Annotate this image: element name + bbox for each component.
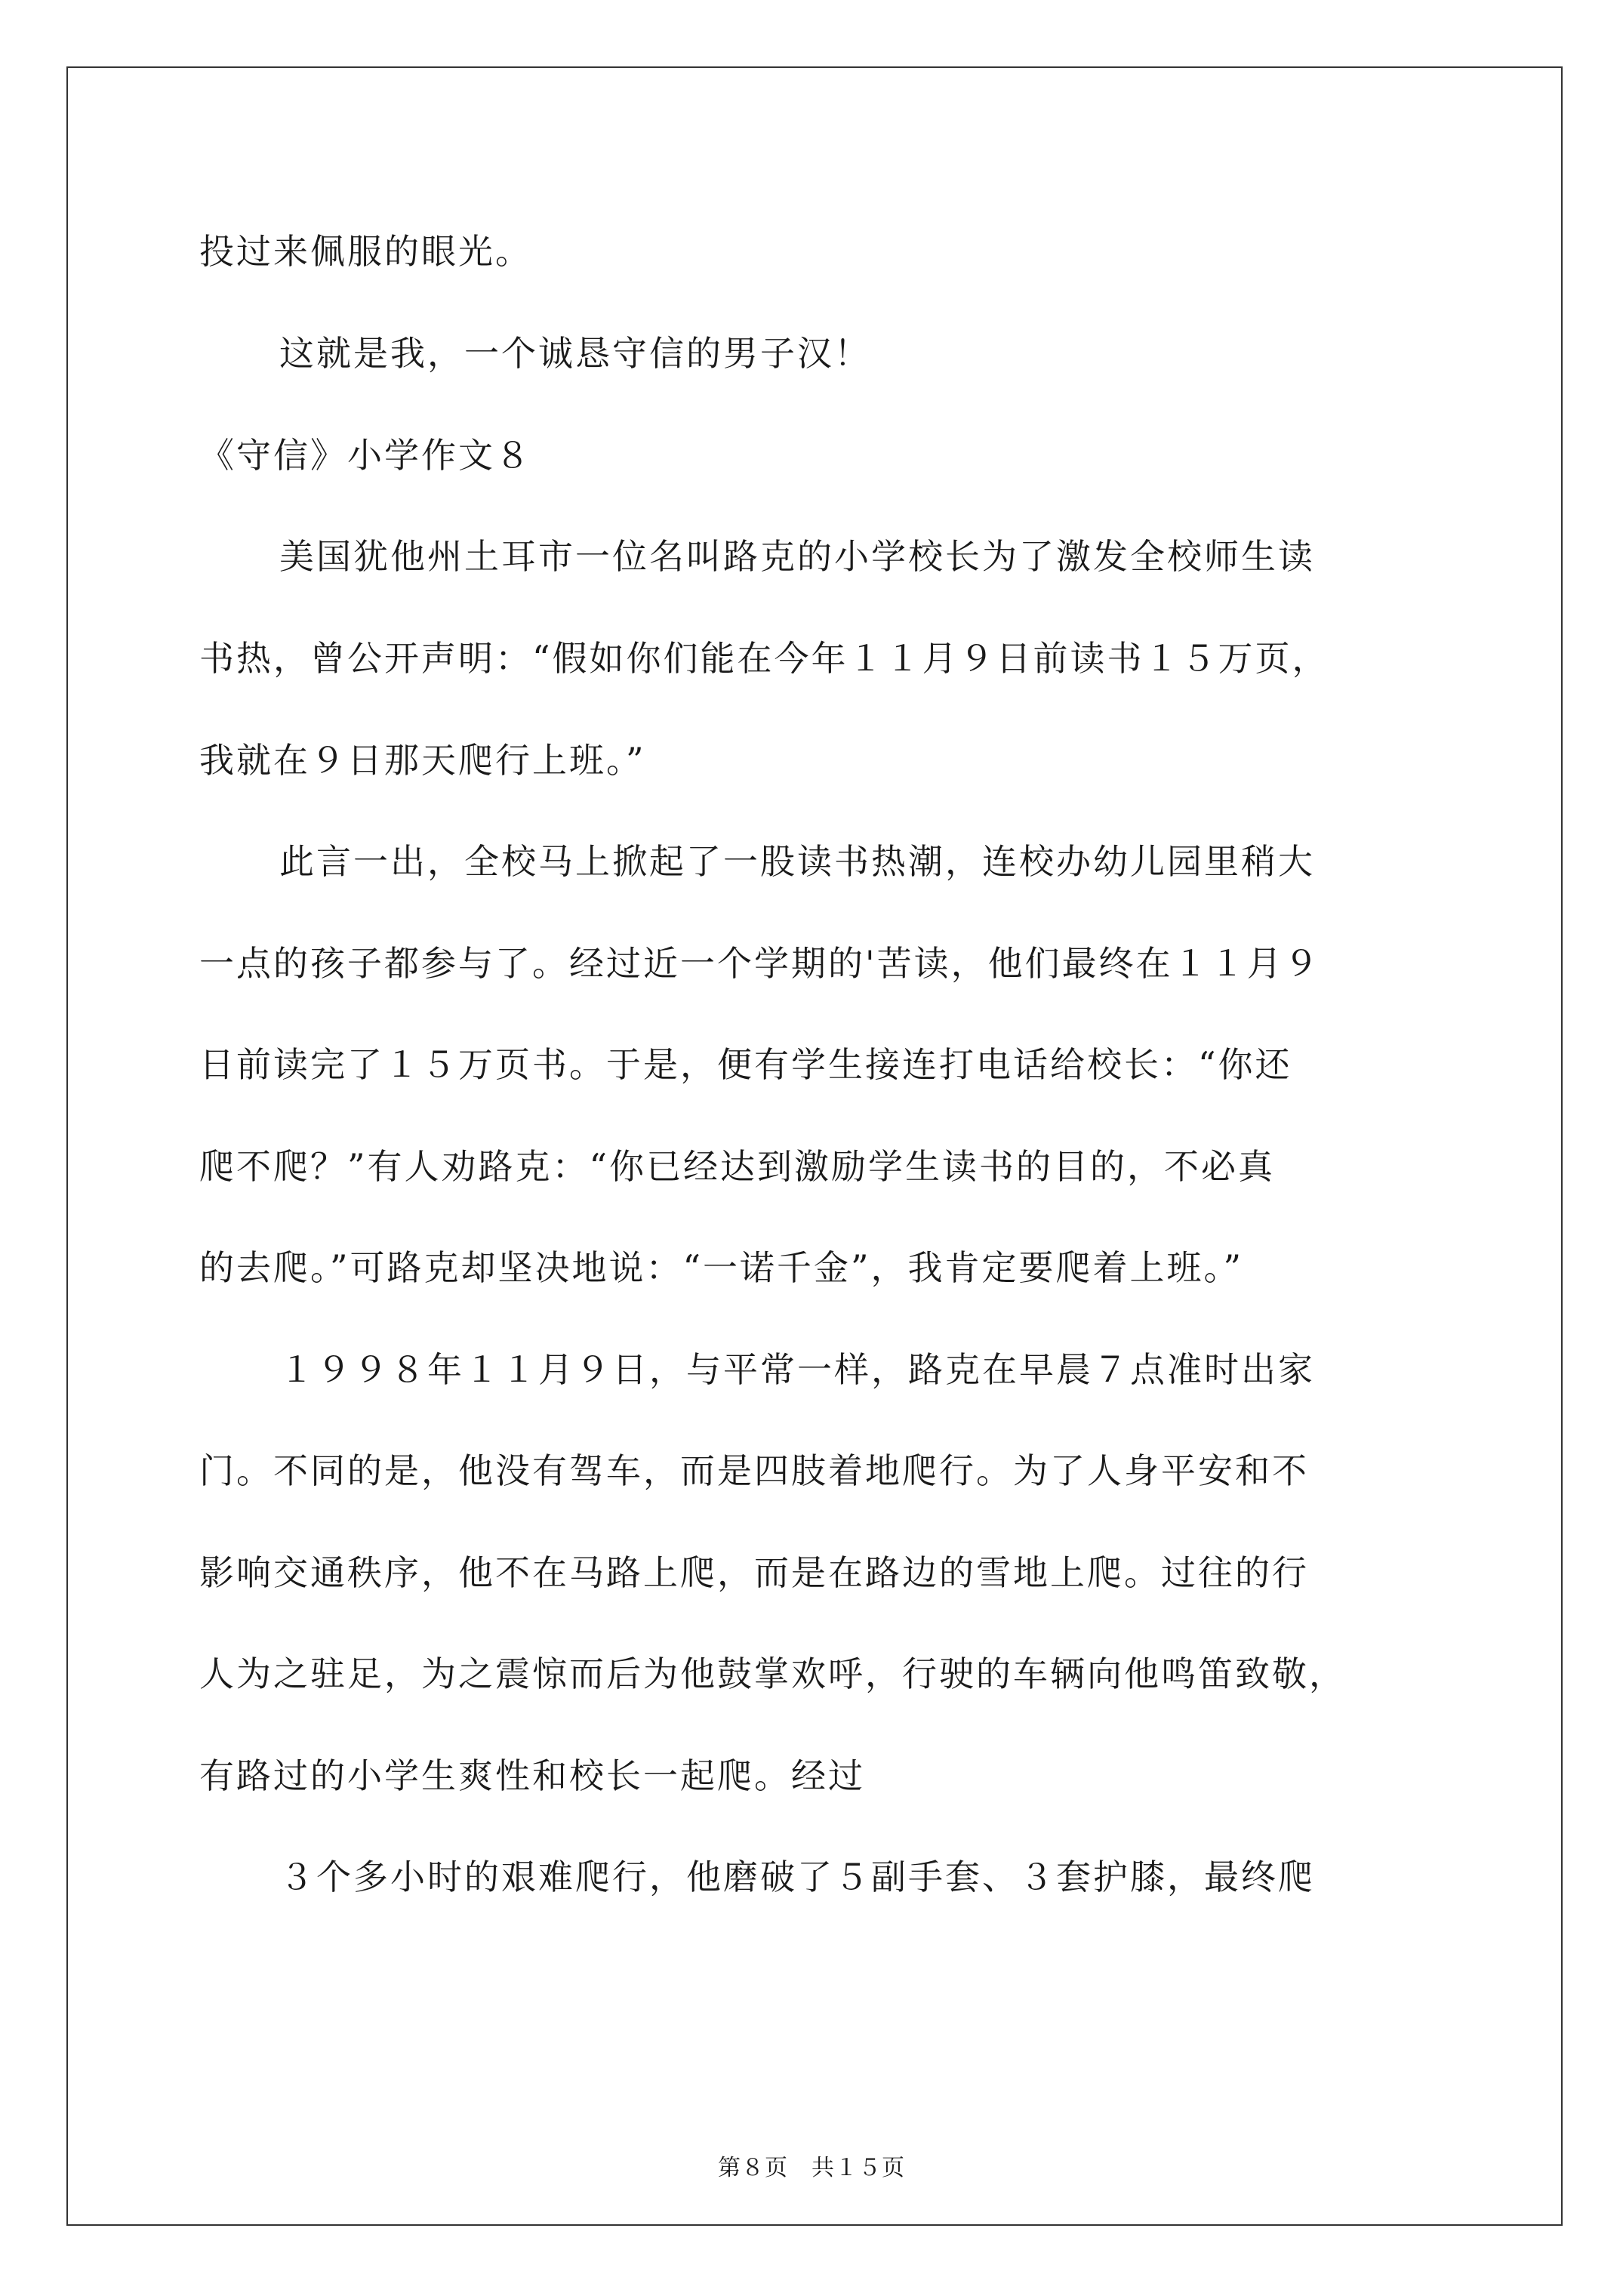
section-heading: 《守信》小学作文８ (199, 435, 532, 476)
text-line: 门。不同的是，他没有驾车，而是四肢着地爬行。为了人身平安和不 (199, 1450, 1309, 1491)
text-line: 人为之驻足，为之震惊而后为他鼓掌欢呼，行驶的车辆向他鸣笛致敬， (199, 1653, 1346, 1694)
text-line: 此言一出，全校马上掀起了一股读书热潮，连校办幼儿园里稍大 (279, 841, 1315, 882)
text-line: １９９８年１１月９日，与平常一样，路克在早晨７点准时出家 (279, 1349, 1315, 1390)
text-line: 影响交通秩序，他不在马路上爬，而是在路边的雪地上爬。过往的行 (199, 1552, 1309, 1593)
text-line: 我就在９日那天爬行上班。” (199, 740, 646, 781)
page-number: 第８页 共１５页 (718, 2155, 905, 2181)
text-line: 爬不爬？”有人劝路克：“你已经达到激励学生读书的目的，不必真 (199, 1146, 1276, 1187)
text-line: 这就是我，一个诚恳守信的男子汉！ (279, 333, 871, 374)
text-line: 一点的孩子都参与了。经过近一个学期的'苦读，他们最终在１１月９ (199, 943, 1321, 984)
text-line: ３个多小时的艰难爬行，他磨破了５副手套、３套护膝，最终爬 (279, 1857, 1315, 1897)
text-line: 美国犹他州土耳市一位名叫路克的小学校长为了激发全校师生读 (279, 536, 1315, 577)
text-line: 的去爬。”可路克却坚决地说：“一诺千金”，我肯定要爬着上班。” (199, 1247, 1244, 1288)
text-line: 书热，曾公开声明：“假如你们能在今年１１月９日前读书１５万页， (199, 638, 1329, 679)
text-line: 日前读完了１５万页书。于是，便有学生接连打电话给校长：“你还 (199, 1044, 1292, 1085)
text-line: 投过来佩服的眼光。 (199, 231, 532, 272)
text-line: 有路过的小学生爽性和校长一起爬。经过 (199, 1755, 865, 1796)
